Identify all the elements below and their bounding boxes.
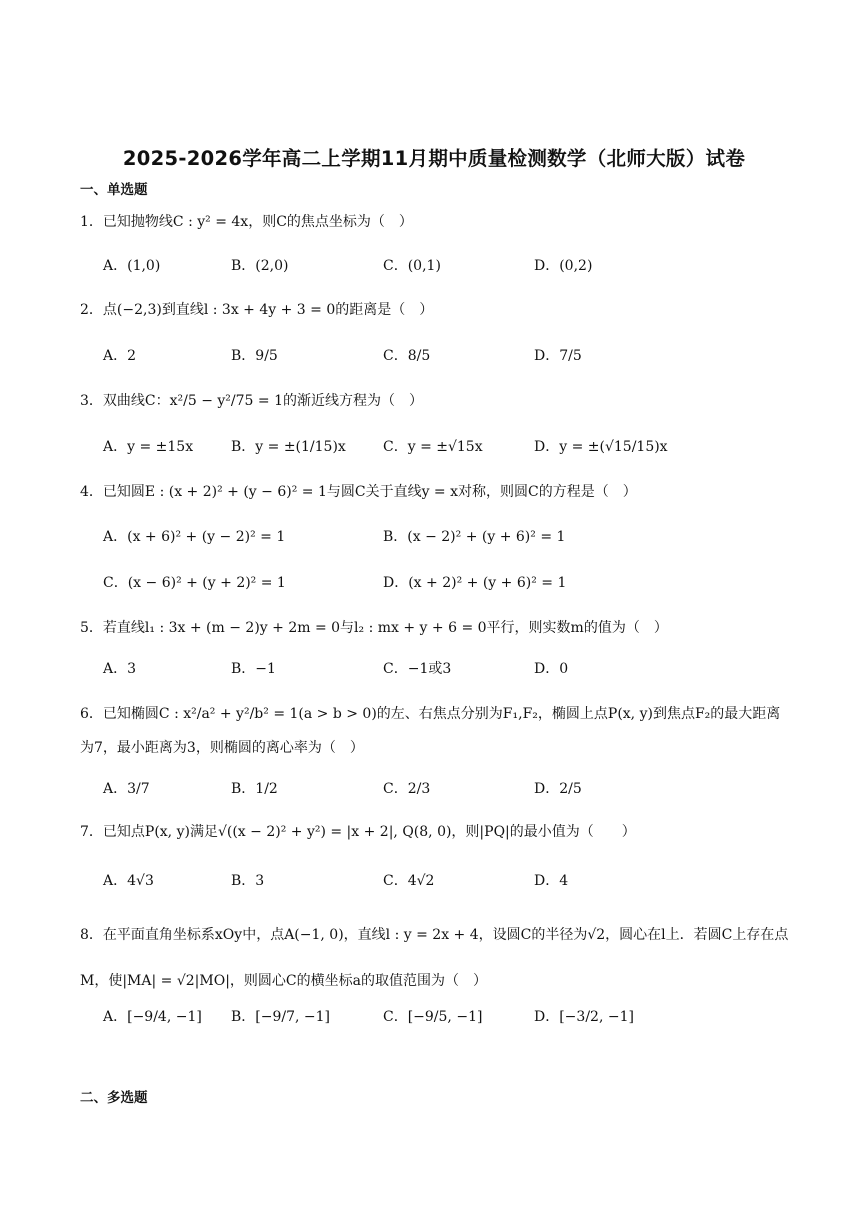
exam-title: 2025-2026学年高二上学期11月期中质量检测数学（北师大版）试卷	[122, 147, 746, 170]
option-b: B．(x − 2)² + (y + 6)² = 1	[383, 529, 566, 545]
question-4-stem: 4．已知圆E : (x + 2)² + (y − 6)² = 1与圆C关于直线y = x对称，则圆C的方程是（ ）	[80, 484, 637, 500]
question-1-options	[103, 245, 803, 285]
section-single-choice: 一、单选题	[80, 182, 148, 198]
option-d: D．0	[534, 661, 569, 677]
option-b: B．3	[231, 873, 265, 889]
question-6-options	[103, 768, 803, 808]
question-1-stem: 1．已知抛物线C : y² = 4x，则C的焦点坐标为（ ）	[80, 214, 413, 230]
question-7-options	[103, 860, 803, 900]
option-c: C．(0,1)	[383, 258, 441, 274]
option-c: C．−1或3	[383, 661, 452, 677]
question-8-stem: 8．在平面直角坐标系xOy中，点A(−1, 0)，直线l : y = 2x + 4，设圆C的半径为√2，圆心在l上．若圆C上存在点M，使|MA| = √2|MO|，则圆心C的横坐标a的取值范围为（ ）	[80, 927, 789, 989]
section-multiple-choice: 二、多选题	[80, 1090, 148, 1106]
option-a: A．4√3	[103, 873, 154, 889]
option-b: B．(2,0)	[231, 258, 289, 274]
option-b: B．[−9/7, −1]	[231, 1009, 331, 1025]
question-5-options	[103, 648, 803, 688]
option-d: D．2/5	[534, 781, 582, 797]
option-d: D．(0,2)	[534, 258, 593, 274]
option-c: C．[−9/5, −1]	[383, 1009, 483, 1025]
option-a: A．(1,0)	[103, 258, 161, 274]
question-2-stem: 2．点(−2,3)到直线l : 3x + 4y + 3 = 0的距离是（ ）	[80, 302, 434, 318]
question-6-stem: 6．已知椭圆C : x²/a² + y²/b² = 1(a > b > 0)的左、右焦点分别为F₁,F₂，椭圆上点P(x, y)到焦点F₂的最大距离为7，最小距离为3，则椭圆的离心率为（ ）	[80, 706, 781, 756]
option-b: B．−1	[231, 661, 276, 677]
question-3-stem: 3．双曲线C：x²/5 − y²/75 = 1的渐近线方程为（ ）	[80, 393, 423, 409]
option-c: C．8/5	[383, 348, 431, 364]
option-a: A．3/7	[103, 781, 150, 797]
option-a: A．2	[103, 348, 137, 364]
option-a: A．[−9/4, −1]	[103, 1009, 202, 1025]
option-b: B．1/2	[231, 781, 278, 797]
option-c: C．4√2	[383, 873, 435, 889]
question-8-options	[103, 996, 803, 1036]
option-c: C．y = ±√15x	[383, 439, 483, 455]
question-4-options-row2	[103, 562, 803, 602]
option-c: C．2/3	[383, 781, 431, 797]
question-2-options	[103, 335, 803, 375]
question-3-options	[103, 426, 803, 466]
question-7-stem: 7．已知点P(x, y)满足√((x − 2)² + y²) = |x + 2|, Q(8, 0)，则|PQ|的最小值为（ ）	[80, 824, 636, 840]
option-a: A．y = ±15x	[103, 439, 194, 455]
option-d: D．(x + 2)² + (y + 6)² = 1	[383, 575, 567, 591]
option-c: C．(x − 6)² + (y + 2)² = 1	[103, 575, 286, 591]
question-5-stem: 5．若直线l₁ : 3x + (m − 2)y + 2m = 0与l₂ : mx + y + 6 = 0平行，则实数m的值为（ ）	[80, 620, 668, 636]
option-d: D．y = ±(√15/15)x	[534, 439, 668, 455]
option-d: D．[−3/2, −1]	[534, 1009, 634, 1025]
option-b: B．9/5	[231, 348, 278, 364]
option-a: A．3	[103, 661, 137, 677]
question-4-options-row1	[103, 516, 803, 556]
option-d: D．4	[534, 873, 569, 889]
option-b: B．y = ±(1/15)x	[231, 439, 346, 455]
option-d: D．7/5	[534, 348, 582, 364]
option-a: A．(x + 6)² + (y − 2)² = 1	[103, 529, 286, 545]
